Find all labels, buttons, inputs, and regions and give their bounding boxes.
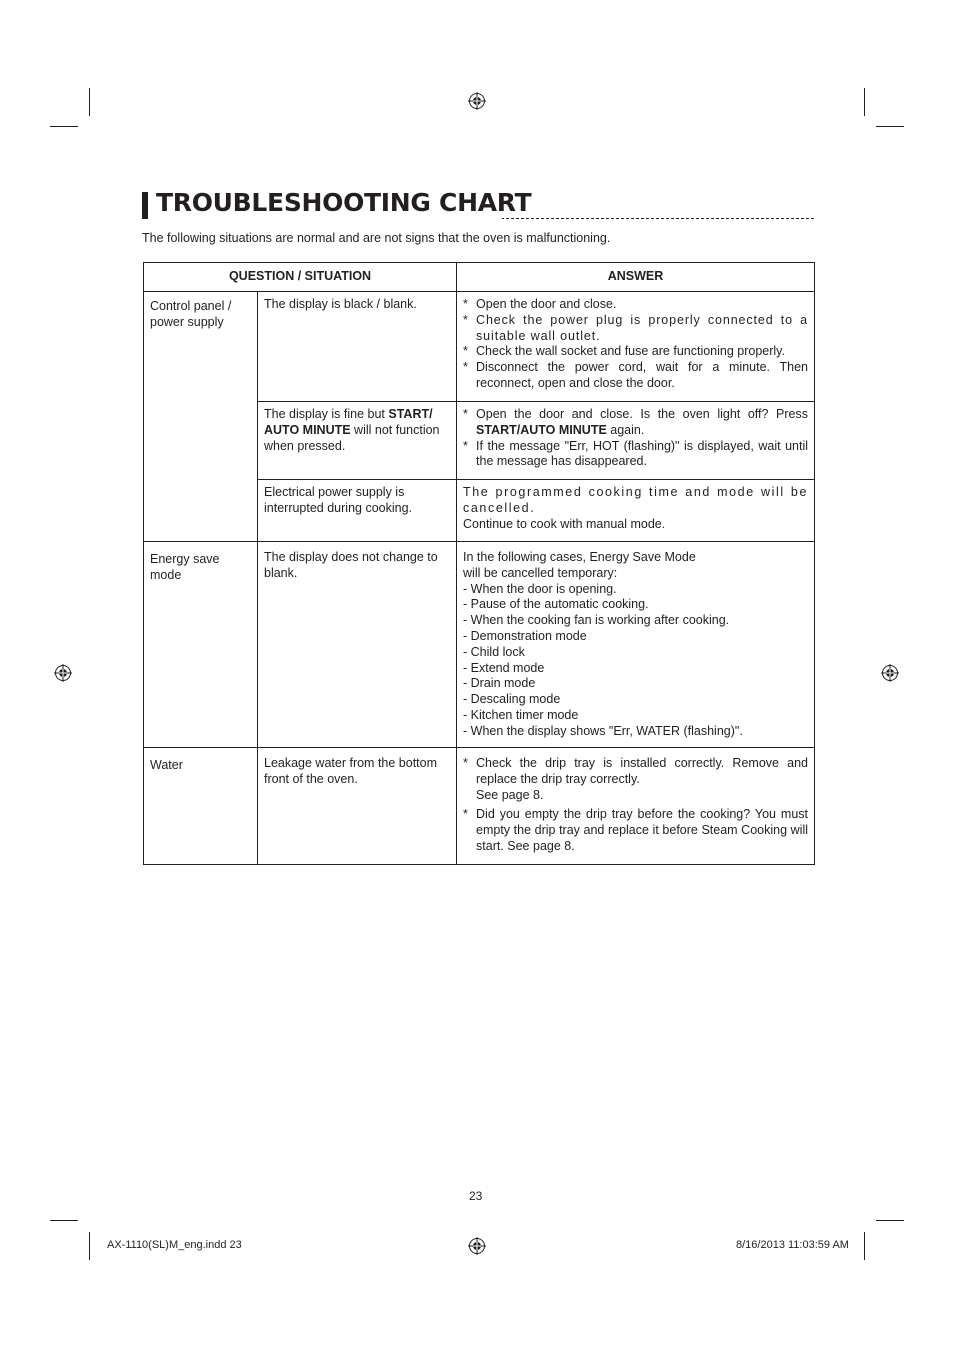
crop-mark: [89, 88, 90, 116]
answer-item: * Disconnect the power cord, wait for a minute. Then reconnect, open and close the door.: [463, 360, 808, 392]
answer-item: * Open the door and close. Is the oven light off? Press START/AUTO MINUTE again.: [463, 407, 808, 439]
answer-line: The programmed cooking time and mode will be cancelled.: [463, 485, 809, 515]
situation-cell: The display is fine but START/ AUTO MINUTE will not function when pressed.: [258, 402, 457, 480]
table-row: [144, 542, 815, 748]
category-cell: Control panel / power supply: [144, 292, 258, 542]
registration-mark-icon: [54, 664, 72, 682]
answer-item: * Open the door and close.: [463, 297, 808, 313]
registration-mark-icon: [881, 664, 899, 682]
situation-cell: The display is black / blank.: [258, 292, 457, 402]
answer-cell: [457, 292, 815, 402]
table-row: [144, 748, 815, 865]
page-number: 23: [469, 1189, 483, 1203]
answer-item: * If the message "Err, HOT (flashing)" is displayed, wait until the message has disappeared.: [463, 439, 808, 471]
list-item: - Pause of the automatic cooking.: [463, 597, 808, 613]
list-item: - When the cooking fan is working after cooking.: [463, 613, 808, 629]
heading-bar: [142, 192, 148, 219]
registration-mark-icon: [468, 92, 486, 110]
answer-cell: [457, 402, 815, 480]
header-question: QUESTION / SITUATION: [144, 263, 457, 292]
crop-mark: [876, 126, 904, 127]
print-timestamp: 8/16/2013 11:03:59 AM: [736, 1239, 849, 1251]
answer-cell: [457, 542, 815, 748]
crop-mark: [50, 126, 78, 127]
category-cell: Water: [144, 748, 258, 865]
situation-cell: Leakage water from the bottom front of the oven.: [258, 748, 457, 865]
list-item: - Kitchen timer mode: [463, 708, 808, 724]
crop-mark: [864, 1232, 865, 1260]
list-item: - Drain mode: [463, 676, 808, 692]
list-item: - Extend mode: [463, 661, 808, 677]
list-item: - Child lock: [463, 645, 808, 661]
answer-item: * Check the drip tray is installed correctly. Remove and replace the drip tray correctly. See page 8.: [463, 756, 808, 803]
crop-mark: [876, 1220, 904, 1221]
crop-mark: [864, 88, 865, 116]
answer-cell: [457, 748, 815, 865]
answer-line: will be cancelled temporary:: [463, 565, 618, 580]
header-answer: ANSWER: [457, 263, 815, 292]
list-item: - Demonstration mode: [463, 629, 808, 645]
list-item: - Descaling mode: [463, 692, 808, 708]
crop-mark: [89, 1232, 90, 1260]
list-item: - When the display shows "Err, WATER (flashing)".: [463, 724, 808, 740]
file-info: AX-1110(SL)M_eng.indd 23: [107, 1239, 242, 1251]
answer-item: * Check the wall socket and fuse are functioning properly.: [463, 344, 808, 360]
category-cell: Energy save mode: [144, 542, 258, 748]
list-item: - When the door is opening.: [463, 582, 808, 598]
key-label: START/ AUTO MINUTE: [264, 407, 433, 437]
table-header-row: [144, 263, 815, 292]
answer-item: * Check the power plug is properly connected to a suitable wall outlet.: [463, 313, 808, 345]
answer-item: * Did you empty the drip tray before the cooking? You must empty the drip tray and replace it before Steam Cooking will start. See page 8.: [463, 807, 808, 854]
answer-cell: [457, 480, 815, 542]
answer-line: In the following cases, Energy Save Mode: [463, 550, 696, 564]
section-heading: [142, 188, 814, 222]
crop-mark: [50, 1220, 78, 1221]
situation-cell: The display does not change to blank.: [258, 542, 457, 748]
registration-mark-icon: [468, 1237, 486, 1255]
answer-line: Continue to cook with manual mode.: [463, 516, 666, 531]
page-title: TROUBLESHOOTING CHART: [156, 188, 532, 217]
intro-text: The following situations are normal and are not signs that the oven is malfunctioning.: [142, 231, 611, 245]
situation-cell: Electrical power supply is interrupted during cooking.: [258, 480, 457, 542]
table-row: [144, 292, 815, 402]
key-label: START/AUTO MINUTE: [476, 422, 607, 437]
troubleshooting-table: [143, 262, 815, 865]
